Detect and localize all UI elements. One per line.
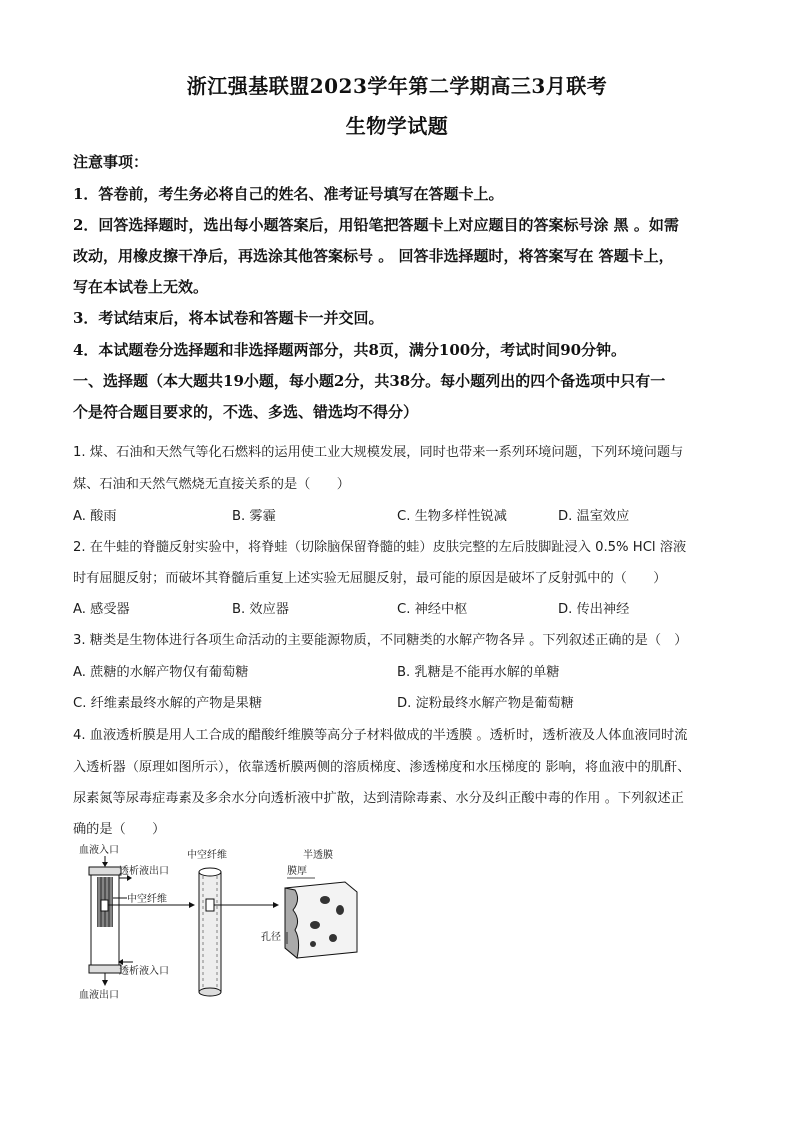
q1-option-b: B. 雾霾 xyxy=(232,509,276,524)
question-4-line-1: 4. 血液透析膜是用人工合成的醋酸纤维膜等高分子材料做成的半透膜 。透析时，透析液及人体血液同时流 xyxy=(73,728,688,743)
q3-option-d: D. 淀粉最终水解产物是葡萄糖 xyxy=(397,696,574,711)
note-item-3: 3．考试结束后，将本试卷和答题卡一并交回。 xyxy=(73,309,384,327)
question-3-line-1: 3. 糖类是生物体进行各项生命活动的主要能源物质，不同糖类的水解产物各异 。下列叙述正确的是（ ） xyxy=(73,633,688,648)
question-4-line-3: 尿素氮等尿毒症毒素及多余水分向透析液中扩散，达到清除毒素、水分及纠正酸中毒的作用 。下列叙述正 xyxy=(73,791,684,806)
q3-option-c: C. 纤维素最终水解的产物是果糖 xyxy=(73,696,263,711)
dialysate-inlet-label: 透析液入口 xyxy=(119,966,169,977)
pore-size-label: 孔径 xyxy=(261,932,281,943)
exam-title: 浙江强基联盟2023学年第二学期高三3月联考 xyxy=(186,74,608,98)
blood-outlet-label: 血液出口 xyxy=(79,990,119,1001)
question-4-line-2: 入透析器（原理如图所示），依靠透析膜两侧的溶质梯度、渗透梯度和水压梯度的 影响，将血液中的肌酐、 xyxy=(73,760,691,775)
section-heading-line-1: 一、选择题（本大题共19小题，每小题2分，共38分。每小题列出的四个备选项中只有一 xyxy=(73,372,666,390)
hollow-fiber-diagram xyxy=(187,848,227,996)
q3-option-a: A. 蔗糖的水解产物仅有葡萄糖 xyxy=(73,665,249,680)
q3-option-b: B. 乳糖是不能再水解的单糖 xyxy=(397,665,560,680)
dialysis-figure xyxy=(75,840,405,1005)
q2-option-b: B. 效应器 xyxy=(232,602,289,617)
membrane-diagram xyxy=(261,848,357,958)
exam-subtitle: 生物学试题 xyxy=(345,114,449,138)
note-item-2-line-2: 改动，用橡皮擦干净后，再选涂其他答案标号 。 回答非选择题时，将答案写在 答题卡上， xyxy=(73,247,674,265)
note-item-4: 4．本试题卷分选择题和非选择题两部分，共8页，满分100分，考试时间90分钟。 xyxy=(73,341,627,359)
section-heading-line-2: 个是符合题目要求的，不选、多选、错选均不得分） xyxy=(73,403,419,421)
notes-heading: 注意事项： xyxy=(73,153,149,171)
note-item-2-line-1: 2．回答选择题时，选出每小题答案后，用铅笔把答题卡上对应题目的答案标号涂 黑 。如需 xyxy=(73,216,679,234)
dialyzer-diagram xyxy=(79,843,169,1001)
dialysate-outlet-label: 透析液出口 xyxy=(119,866,169,877)
question-1-line-2: 煤、石油和天然气燃烧无直接关系的是（ ） xyxy=(73,477,350,492)
question-4-line-4: 确的是（ ） xyxy=(73,822,166,837)
hollow-fiber-pointer-label: 中空纤维 xyxy=(127,894,167,905)
note-item-2-line-3: 写在本试卷上无效。 xyxy=(73,278,209,296)
membrane-thickness-label: 膜厚 xyxy=(287,866,307,877)
membrane-label: 半透膜 xyxy=(303,850,333,861)
note-item-1: 1．答卷前，考生务必将自己的姓名、准考证号填写在答题卡上。 xyxy=(73,185,504,203)
q2-option-a: A. 感受器 xyxy=(73,602,130,617)
q1-option-a: A. 酸雨 xyxy=(73,509,117,524)
hollow-fiber-label: 中空纤维 xyxy=(187,850,227,861)
q2-option-c: C. 神经中枢 xyxy=(397,602,468,617)
q1-option-c: C. 生物多样性锐减 xyxy=(397,509,507,524)
question-2-line-1: 2. 在牛蛙的脊髓反射实验中，将脊蛙（切除脑保留脊髓的蛙）皮肤完整的左后肢脚趾浸入 0.5% HCl 溶液 xyxy=(73,540,687,555)
question-1-line-1: 1. 煤、石油和天然气等化石燃料的运用使工业大规模发展，同时也带来一系列环境问题，下列环境问题与 xyxy=(73,445,684,460)
q2-option-d: D. 传出神经 xyxy=(558,602,630,617)
blood-inlet-label: 血液入口 xyxy=(79,845,119,856)
question-2-line-2: 时有屈腿反射；而破坏其脊髓后重复上述实验无屈腿反射，最可能的原因是破坏了反射弧中的（ ） xyxy=(73,571,667,586)
q1-option-d: D. 温室效应 xyxy=(558,509,630,524)
